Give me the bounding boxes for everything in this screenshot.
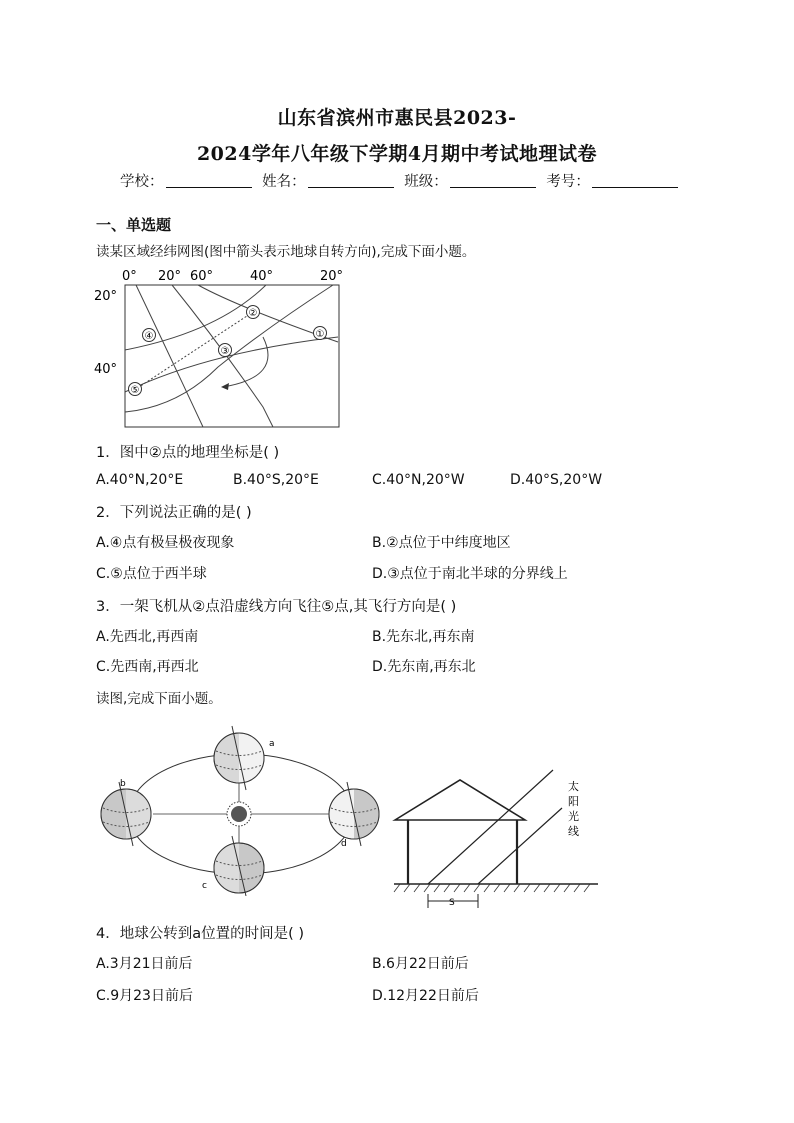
earth-position-c (214, 836, 264, 896)
rotation-arrow (220, 337, 268, 387)
house-sunlight-figure (390, 762, 602, 910)
sunlight-char-1: 太 (568, 780, 579, 793)
parallel-line-1 (125, 337, 338, 392)
map-label-top-0: 0° (122, 269, 137, 284)
sunlight-char-4: 线 (568, 825, 579, 838)
title-line-1: 山东省滨州市惠民县2023- (277, 107, 517, 129)
intro-text-1: 读某区域经纬网图(图中箭头表示地球自转方向),完成下面小题。 (96, 244, 476, 260)
question-4-option-a[interactable]: A.3月21日前后 (96, 956, 193, 972)
question-2-option-d[interactable]: D.③点位于南北半球的分界线上 (372, 566, 568, 582)
question-1-stem: 1．图中②点的地理坐标是( ) (96, 445, 280, 461)
question-4-option-b[interactable]: B.6月22日前后 (372, 956, 469, 972)
class-blank[interactable] (450, 173, 536, 188)
orbit-label-d: d (341, 839, 347, 849)
sunlight-char-2: 阳 (568, 795, 579, 808)
sun-icon (227, 802, 251, 826)
student-info-row (120, 170, 684, 191)
map-label-top-1: 20° (158, 269, 182, 284)
intro-text-2: 读图,完成下面小题。 (96, 691, 222, 707)
question-3-option-c[interactable]: C.先西南,再西北 (96, 659, 199, 675)
map-label-left-0: 20° (94, 289, 118, 304)
orbit-label-c: c (202, 881, 207, 891)
question-3-option-d[interactable]: D.先东南,再东北 (372, 659, 476, 675)
map-label-left-1: 40° (94, 362, 118, 377)
shadow-length-label: S (449, 898, 455, 908)
map-label-top-4: 20° (320, 269, 344, 284)
title-line-2: 2024学年八年级下学期4月期中考试地理试卷 (196, 143, 598, 165)
question-3-option-a[interactable]: A.先西北,再西南 (96, 629, 199, 645)
school-label: 学校： (120, 174, 164, 190)
point-1-label: ① (315, 329, 325, 340)
name-blank[interactable] (308, 173, 394, 188)
orbit-label-a: a (269, 739, 275, 749)
class-label: 班级： (404, 174, 448, 190)
question-3-option-b[interactable]: B.先东北,再东南 (372, 629, 475, 645)
meridian-line-1 (136, 285, 203, 427)
question-1-option-b[interactable]: B.40°S,20°E (233, 472, 319, 488)
orbit-label-b: b (120, 779, 126, 789)
question-4-option-d[interactable]: D.12月22日前后 (372, 988, 479, 1004)
graticule-map-figure (88, 262, 348, 432)
school-blank[interactable] (166, 173, 252, 188)
question-1-option-a[interactable]: A.40°N,20°E (96, 472, 184, 488)
section-heading: 一、单选题 (96, 216, 172, 234)
point-4-label: ④ (144, 331, 154, 342)
point-5-label: ⑤ (130, 385, 140, 396)
sunlight-char-3: 光 (568, 810, 579, 823)
question-2-stem: 2．下列说法正确的是( ) (96, 505, 252, 521)
question-1-option-d[interactable]: D.40°S,20°W (510, 472, 603, 488)
exam-no-label: 考号： (546, 174, 590, 190)
question-2-option-c[interactable]: C.⑤点位于西半球 (96, 566, 207, 582)
earth-orbit-figure (96, 718, 386, 896)
name-label: 姓名： (262, 174, 306, 190)
question-2-option-b[interactable]: B.②点位于中纬度地区 (372, 535, 511, 551)
question-4-stem: 4．地球公转到a位置的时间是( ) (96, 926, 305, 942)
earth-position-b (101, 782, 151, 846)
question-2-option-a[interactable]: A.④点有极昼极夜现象 (96, 535, 235, 551)
rotation-arrowhead-icon (221, 383, 229, 390)
map-label-top-2: 60° (190, 269, 214, 284)
sunlight-label (568, 779, 579, 838)
question-4-option-c[interactable]: C.9月23日前后 (96, 988, 193, 1004)
point-2-label: ② (248, 308, 258, 319)
exam-no-blank[interactable] (592, 173, 678, 188)
earth-position-a (214, 726, 264, 790)
sun-ray-1 (428, 770, 553, 884)
map-label-top-3: 40° (250, 269, 274, 284)
flight-route-dashed (136, 312, 253, 389)
ground-hatching (394, 884, 590, 892)
question-1-option-c[interactable]: C.40°N,20°W (372, 472, 465, 488)
question-3-stem: 3．一架飞机从②点沿虚线方向飞往⑤点,其飞行方向是( ) (96, 599, 457, 615)
earth-position-d (329, 782, 379, 846)
point-3-label: ③ (220, 346, 230, 357)
